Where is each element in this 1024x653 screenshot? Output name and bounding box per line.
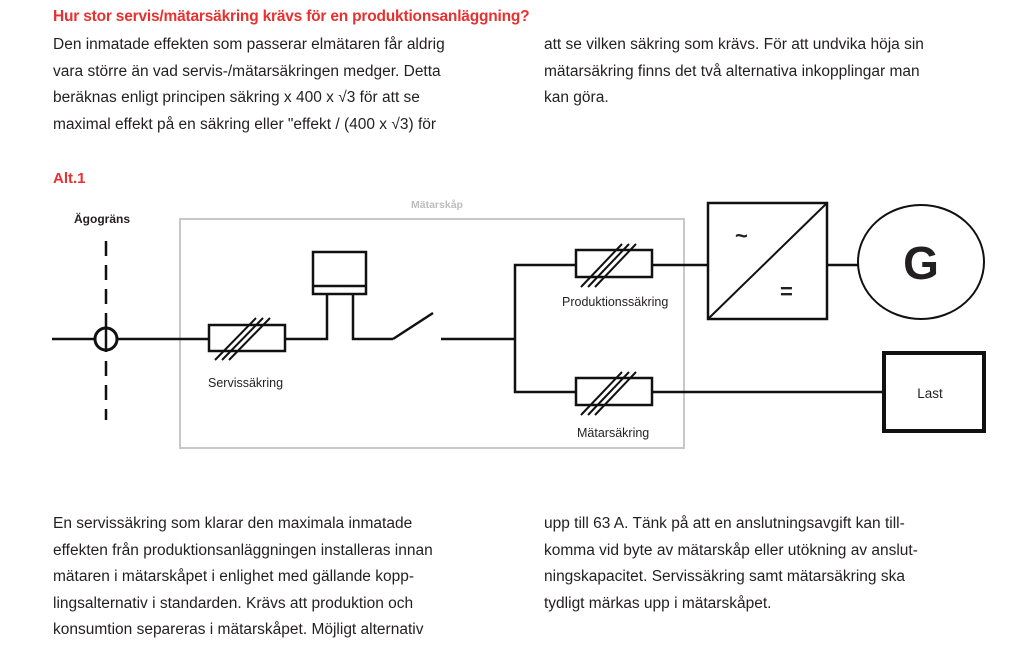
text-line: upp till 63 A. Tänk på att en anslutningsavgift kan till- bbox=[544, 515, 905, 532]
electricity-meter-icon bbox=[313, 252, 366, 294]
text-line: tydligt märkas upp i mätarskåpet. bbox=[544, 594, 772, 612]
text-line: ningskapacitet. Servissäkring samt mätarsäkring ska bbox=[544, 568, 905, 585]
service-fuse-label: Servissäkring bbox=[208, 376, 284, 390]
wire bbox=[285, 295, 327, 339]
text-line: konsumtion separeras i mätarskåpet. Möjligt alternativ bbox=[53, 621, 424, 638]
generator-label: G bbox=[903, 237, 939, 289]
inverter-icon bbox=[708, 203, 827, 319]
branch-wire bbox=[515, 265, 576, 392]
service-fuse-icon bbox=[209, 318, 285, 360]
text-line: Den inmatade effekten som passerar elmätaren får aldrig bbox=[53, 36, 445, 53]
inverter-dc-symbol: = bbox=[780, 279, 793, 304]
text-line: mätarsäkring finns det två alternativa inkopplingar man bbox=[544, 62, 920, 80]
text-line: komma vid byte av mätarskåp eller utökning av anslut- bbox=[544, 541, 918, 559]
text-line: mätaren i mätarskåpet i enlighet med gällande kopp- bbox=[53, 568, 415, 585]
text-line: maximal effekt på en säkring eller "effekt / (400 x √3) för bbox=[53, 115, 437, 133]
text-line: lingsalternativ i standarden. Krävs att produktion och bbox=[53, 594, 414, 612]
production-fuse-icon bbox=[576, 244, 652, 287]
meter-fuse-label: Mätarsäkring bbox=[577, 426, 650, 440]
wire bbox=[353, 295, 393, 339]
production-fuse-label: Produktionssäkring bbox=[562, 295, 669, 309]
text-line: beräknas enligt principen säkring x 400 x √3 för att se bbox=[53, 89, 420, 106]
page-heading: Hur stor servis/mätarsäkring krävs för en produktionsanläggning? bbox=[53, 8, 530, 25]
ownership-boundary-label: Ägogräns bbox=[74, 212, 131, 226]
alternative-label: Alt.1 bbox=[53, 170, 86, 187]
text-line: att se vilken säkring som krävs. För att undvika höja sin bbox=[544, 36, 924, 53]
switch-icon bbox=[393, 313, 433, 339]
load-label: Last bbox=[917, 386, 943, 401]
bottom-paragraph-right bbox=[544, 511, 918, 617]
text-line: vara större än vad servis-/mätarsäkringen medger. Detta bbox=[53, 62, 441, 80]
text-line: effekten från produktionsanläggningen installeras innan bbox=[53, 541, 433, 559]
text-line: En servissäkring som klarar den maximala inmatade bbox=[53, 515, 413, 532]
connection-point-icon bbox=[95, 326, 117, 352]
bottom-paragraph-left bbox=[53, 511, 433, 644]
text-line: kan göra. bbox=[544, 89, 609, 106]
inverter-ac-symbol: ~ bbox=[735, 223, 748, 248]
meter-fuse-icon bbox=[576, 372, 652, 415]
meter-cabinet-label: Mätarskåp bbox=[411, 199, 463, 211]
